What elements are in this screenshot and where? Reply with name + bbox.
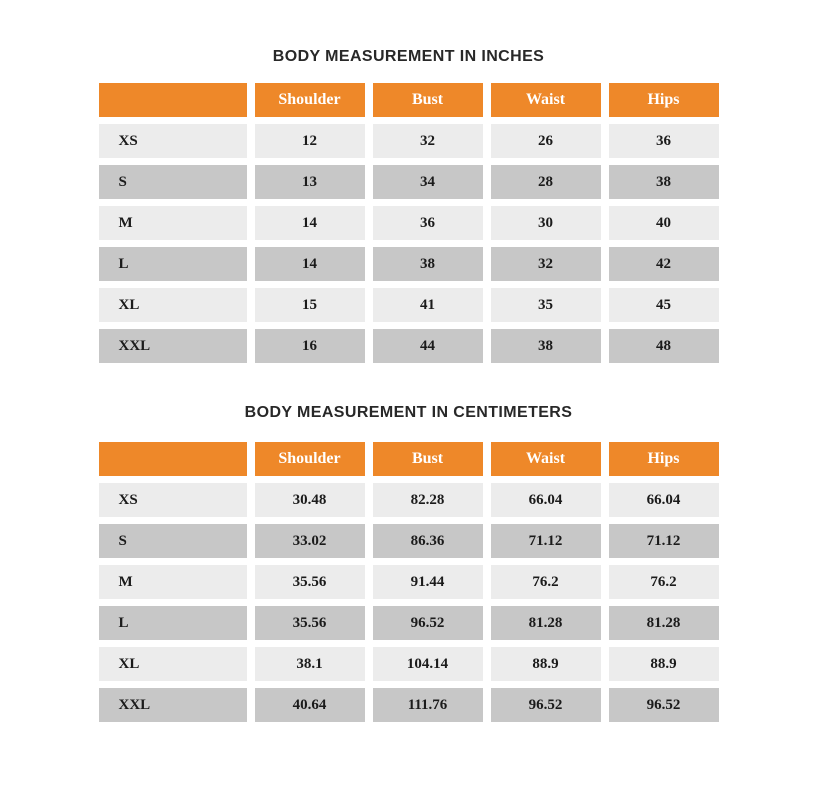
row-label-cell: L <box>99 606 247 640</box>
value-cell: 76.2 <box>491 565 601 599</box>
header-cell-hips: Hips <box>609 83 719 117</box>
value-cell: 91.44 <box>373 565 483 599</box>
row-label-cell: S <box>99 524 247 558</box>
row-label-cell: XXL <box>99 329 247 363</box>
centimeters-table <box>99 442 719 722</box>
value-cell: 104.14 <box>373 647 483 681</box>
row-label-cell: XL <box>99 647 247 681</box>
value-cell: 96.52 <box>609 688 719 722</box>
value-cell: 30 <box>491 206 601 240</box>
header-cell-empty <box>99 442 247 476</box>
header-cell-hips: Hips <box>609 442 719 476</box>
value-cell: 82.28 <box>373 483 483 517</box>
value-cell: 81.28 <box>609 606 719 640</box>
value-cell: 88.9 <box>491 647 601 681</box>
row-label-cell: XXL <box>99 688 247 722</box>
row-label-cell: XS <box>99 483 247 517</box>
value-cell: 38 <box>609 165 719 199</box>
value-cell: 88.9 <box>609 647 719 681</box>
value-cell: 48 <box>609 329 719 363</box>
inches-table <box>99 83 719 363</box>
value-cell: 34 <box>373 165 483 199</box>
value-cell: 14 <box>255 206 365 240</box>
value-cell: 35.56 <box>255 606 365 640</box>
row-label-cell: XL <box>99 288 247 322</box>
value-cell: 32 <box>373 124 483 158</box>
value-cell: 30.48 <box>255 483 365 517</box>
header-cell-empty <box>99 83 247 117</box>
value-cell: 66.04 <box>491 483 601 517</box>
value-cell: 76.2 <box>609 565 719 599</box>
value-cell: 45 <box>609 288 719 322</box>
value-cell: 41 <box>373 288 483 322</box>
value-cell: 36 <box>373 206 483 240</box>
value-cell: 86.36 <box>373 524 483 558</box>
value-cell: 15 <box>255 288 365 322</box>
header-cell-bust: Bust <box>373 442 483 476</box>
value-cell: 13 <box>255 165 365 199</box>
value-cell: 38 <box>491 329 601 363</box>
inches-section <box>99 47 719 363</box>
centimeters-section <box>99 403 719 722</box>
value-cell: 66.04 <box>609 483 719 517</box>
row-label-cell: M <box>99 565 247 599</box>
value-cell: 40 <box>609 206 719 240</box>
value-cell: 81.28 <box>491 606 601 640</box>
value-cell: 12 <box>255 124 365 158</box>
row-label-cell: L <box>99 247 247 281</box>
value-cell: 44 <box>373 329 483 363</box>
value-cell: 38.1 <box>255 647 365 681</box>
value-cell: 71.12 <box>491 524 601 558</box>
value-cell: 40.64 <box>255 688 365 722</box>
value-cell: 16 <box>255 329 365 363</box>
value-cell: 28 <box>491 165 601 199</box>
value-cell: 26 <box>491 124 601 158</box>
row-label-cell: M <box>99 206 247 240</box>
value-cell: 42 <box>609 247 719 281</box>
header-cell-waist: Waist <box>491 83 601 117</box>
value-cell: 32 <box>491 247 601 281</box>
header-cell-shoulder: Shoulder <box>255 83 365 117</box>
header-cell-waist: Waist <box>491 442 601 476</box>
value-cell: 71.12 <box>609 524 719 558</box>
value-cell: 111.76 <box>373 688 483 722</box>
header-cell-shoulder: Shoulder <box>255 442 365 476</box>
centimeters-table-title: BODY MEASUREMENT IN CENTIMETERS <box>244 404 573 421</box>
inches-table-title: BODY MEASUREMENT IN INCHES <box>272 48 545 65</box>
row-label-cell: XS <box>99 124 247 158</box>
size-chart-sheet <box>99 0 719 722</box>
value-cell: 33.02 <box>255 524 365 558</box>
value-cell: 36 <box>609 124 719 158</box>
row-label-cell: S <box>99 165 247 199</box>
value-cell: 38 <box>373 247 483 281</box>
value-cell: 35 <box>491 288 601 322</box>
value-cell: 96.52 <box>373 606 483 640</box>
value-cell: 96.52 <box>491 688 601 722</box>
value-cell: 14 <box>255 247 365 281</box>
value-cell: 35.56 <box>255 565 365 599</box>
header-cell-bust: Bust <box>373 83 483 117</box>
